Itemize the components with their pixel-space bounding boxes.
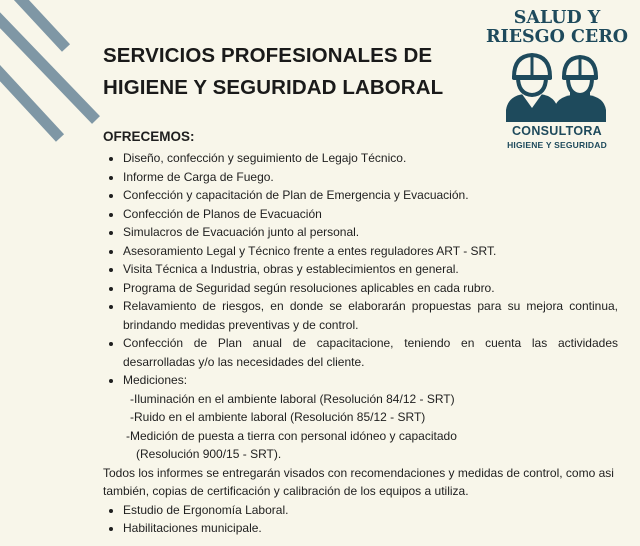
- page-title-line-2: HIGIENE Y SEGURIDAD LABORAL: [103, 76, 444, 99]
- logo-title-line-1: SALUD Y: [513, 8, 601, 28]
- list-item: • Asesoramiento Legal y Técnico frente a entes reguladores ART - SRT.: [123, 242, 618, 261]
- measurement-line: -Ruido en el ambiente laboral (Resolución 85/12 - SRT): [130, 410, 426, 424]
- list-item: • Confección de Planos de Evacuación: [123, 205, 618, 224]
- offers-content: [103, 149, 618, 538]
- list-item: • Informe de Carga de Fuego.: [123, 168, 618, 187]
- list-item: • Diseño, confección y seguimiento de Legajo Técnico.: [123, 149, 618, 168]
- offers-heading: OFRECEMOS:: [103, 129, 195, 144]
- list-item: • Relavamiento de riesgos, en donde se elaborarán propuestas para su mejora continua, brindando medidas preventivas y de control.: [123, 297, 618, 334]
- logo-tagline: HIGIENE Y SEGURIDAD: [507, 140, 607, 150]
- measurement-line: -Medición de puesta a tierra con personal idóneo y capacitado: [126, 428, 457, 443]
- list-item: • Confección de Plan anual de capacitacione, teniendo en cuenta las actividades desarrolladas y/o las necesidades del cliente.: [123, 334, 618, 371]
- closing-note: Todos los informes se entregarán visados con recomendaciones y medidas de control, como asi también, copias de certificación y calibración de los equipos a utiliza.: [103, 465, 614, 498]
- list-item: • Habilitaciones municipale.: [123, 519, 618, 538]
- logo-title: [484, 9, 630, 46]
- list-item: • Confección y capacitación de Plan de Emergencia y Evacuación.: [123, 186, 618, 205]
- worker-right-icon: [554, 57, 606, 122]
- measurements-item: [123, 371, 618, 464]
- measurements-label: Mediciones:: [123, 373, 188, 387]
- measurement-line: (Resolución 900/15 - SRT).: [136, 447, 282, 461]
- list-item: • Simulacros de Evacuación junto al personal.: [123, 223, 618, 242]
- page-title: [103, 40, 443, 104]
- logo-title-line-2: RIESGO CERO: [485, 26, 629, 47]
- list-item: • Estudio de Ergonomía Laboral.: [123, 501, 618, 520]
- logo-subtitle: CONSULTORA: [511, 124, 603, 138]
- offers-list: [103, 149, 618, 464]
- worker-left-icon: [506, 55, 558, 122]
- company-logo: [484, 6, 630, 156]
- extra-offers-list: [103, 501, 618, 538]
- page-title-line-1: SERVICIOS PROFESIONALES DE: [103, 44, 433, 67]
- list-item: • Visita Técnica a Industria, obras y establecimientos en general.: [123, 260, 618, 279]
- list-item: • Programa de Seguridad según resoluciones aplicables en cada rubro.: [123, 279, 618, 298]
- workers-helmet-icon: [504, 50, 610, 122]
- measurement-line: -Iluminación en el ambiente laboral (Resolución 84/12 - SRT): [130, 391, 455, 406]
